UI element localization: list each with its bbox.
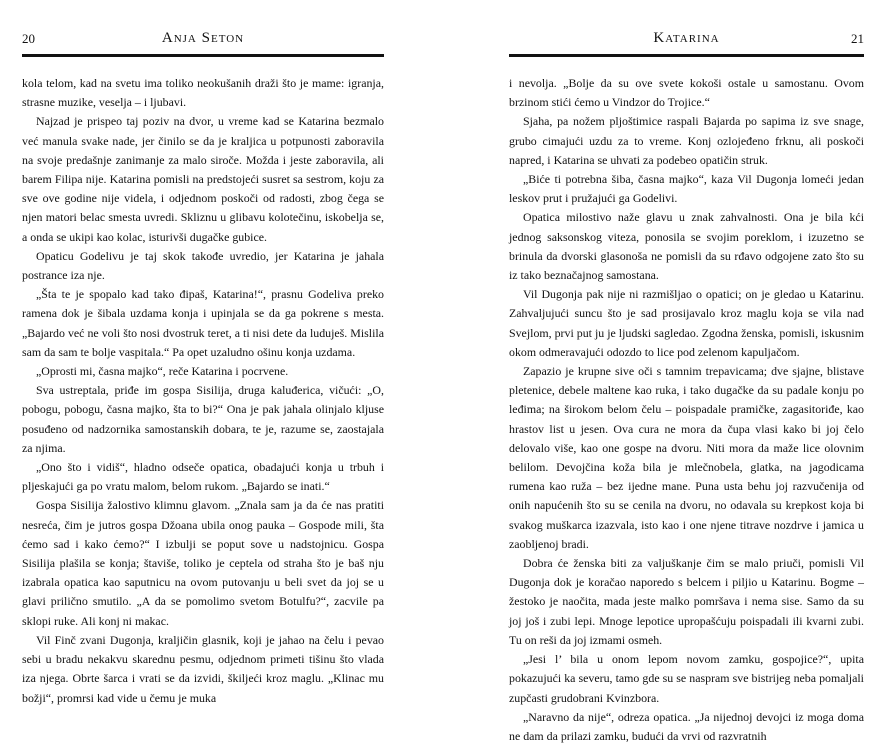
paragraph: Vil Finč zvani Dugonja, kraljičin glasnik, koji je jahao na čelu i pevao sebi u bradu nekakvu skarednu pesmu, odjednom primeti tišinu što vlada iza njega. Obrte šarca i vrati se da izvidi, škiljeći kroz maglu. „Klinac mu božji“, promrsi kad vide u čemu je muka <box>22 632 384 705</box>
paragraph: Gospa Sisilija žalostivo klimnu glavom. „Znala sam ja da će nas pratiti nesreća, čim je jutros gospa Džoana ubila onog pauka – Gospode mili, šta ćemo sad i kako ćemo?“ I izbulji se poput sove u nadstojnicu. Gospa Sisilija plašila se konja; štaviše, toliko je ceptela od straha što je baš nju izabrala opatica kao saputnicu na ovom putovanju u beli svet da joj se u glavi prilično smutilo. „A da se pomolimo svetom Botulfu?“, zacvile pa sklopi ruke. Ali konj ni makac. <box>22 498 384 628</box>
paragraph: Opaticu Godelivu je taj skok takođe uvredio, jer Katarina je jahala postrance iza nje. <box>22 248 384 283</box>
left-page-body <box>22 74 384 708</box>
paragraph: „Naravno da nije“, odreza opatica. „Ja nijednoj devojci iz moga doma ne dam da prilazi zamku, budući da vrvi od razvratnih <box>509 709 864 743</box>
running-head-author: Anja Seton <box>161 30 245 46</box>
page-number: 21 <box>851 31 864 46</box>
paragraph: Zapazio je krupne sive oči s tamnim trepavicama; dve sjajne, blistave pletenice, debele maltene kao ruka, i tako dugačke da su padale konju po leđima; na širokom belom čelu – poispadale pramičke, zagasitoriđe, kao hrastov list u jesen. Ova cura ne mora da čupa vlasi kako bi joj čelo delovalo više, kao one gospe na dvoru. Niti mora da maže lice olovnim belilom. Devojčina koža bila je mlečnobela, glatka, na jagodicama rumena kao ruža – bez ijedne mane. Puna usta behu joj razvučenija od onih napućenih što su se cenila na dvoru, no odavala su krepkost koja bi svakog muškarca izazvala, isto kao i one njene titrave nozdrve i jamica u zaobljenoj bradi. <box>509 364 864 551</box>
paragraph: Opatica milostivo nažе glavu u znak zahvalnosti. Ona je bila kći jednog saksonskog viteza, ponosila se svojim poreklom, i izuzetno se brinula da dvorski glasonoša ne pomisli da su rđavo odgojene zato što su iz tako beznačajnog samostana. <box>509 210 864 283</box>
paragraph: Dobra će ženska biti za valjuškanje čim se malo priuči, pomisli Vil Dugonja dok je koračao naporedo s belcem i piljio u Katarinu. Bogme – žestoko je naočita, mada jeste malko pomršava i nema sise. Samo da su joj još i zubi lepi. Mnoge lepotice upropašćuju poispadali ili kvarni zubi. Tu on reši da joj izmami osmeh. <box>509 556 864 647</box>
paragraph: Sjaha, pa nožem pljoštimice raspali Bajarda po sapima iz sve snage, grubo cimajući uzdu za to vreme. Konj ozlojeđeno frknu, ali poskoči napred, i Katarina se uhvati za podebeo opatičin struk. <box>509 114 864 167</box>
paragraph: „Šta te je spopalo kad tako đipaš, Katarina!“, prasnu Godeliva preko ramena dok je šibala uzdama konja i upinjala se da ga pokrene s mesta. „Bajardo već ne voli što nosi dvostruk teret, a ti nisi dete da luduješ. Mislila sam da sam te bolje vaspitala.“ Pa opet uzaludno ošinu konja uzdama. <box>22 287 384 359</box>
right-page-body <box>509 74 864 746</box>
paragraph: „Oprosti mi, časna majko“, reče Katarina i pocrvene. <box>36 364 289 379</box>
paragraph: kola telom, kad na svetu ima toliko neokušanih draži što je mame: igranja, strasne muzike, veselja – i ljubavi. <box>22 76 384 110</box>
right-page-header <box>509 28 864 57</box>
paragraph: „Jesi l’ bila u onom lepom novom zamku, gospojice?“, upita pokazujući ka severu, tamo gde su se naspram sve bistrijeg neba pomaljali zupčasti grudobrani Kvinzbora. <box>509 652 864 705</box>
paragraph: i nevolja. „Bolje da su ove svete kokoši ostale u samostanu. Ovom brzinom stići ćemo u Vindzor do Trojice.“ <box>509 76 864 110</box>
paragraph: „Ono što i vidiš“, hladno odseče opatica, obadajući konja u trbuh i pljeskajući ga po vratu malom, belom rukom. „Bajardo se inati.“ <box>22 460 384 494</box>
paragraph: Sva ustreptala, priđe im gospa Sisilija, druga kaluđerica, vičući: „O, pobogu, pobogu, časna majko, šta to bi?“ Ona je pak jahala olinjalo kljuse posuđeno od nadzornika samostanskih dobara, te je, razume se, zaostajala za njima. <box>22 383 384 455</box>
left-page <box>22 0 384 705</box>
running-head-title: Katarina <box>653 30 720 46</box>
left-page-header <box>22 28 384 57</box>
paragraph: Najzad je prispeo taj poziv na dvor, u vreme kad se Katarina bezmalo već manula svake nade, jer činilo se da je kraljica u potpunosti zaboravila na svoje predašnje zanimanje za malo siroče. Možda i jeste zaboravila, ali barem Filipa nije. Katarina pomisli na predstojeći susret sa sestrom, koju za sve ove godine nije videla, i odjednom poskoči od radosti, zbog čega se njen matori belac smesta uvredi. Skliznu u glibavu kolotečinu, iskobelja se, a onda se ukipi kao kolac, isturivši dugačke gubice. <box>22 114 384 244</box>
paragraph: Vil Dugonja pak nije ni razmišljao o opatici; on je gledao u Katarinu. Zahvaljujući suncu što je sad prosijavalo kroz maglu koja se vila nad Svejlom, prvi put ju je ljudski sagledao. Zgodna ženska, pomisli, iskusnim okom odmeravajući odozdo to lice pod zelenom kapuljačom. <box>509 287 864 359</box>
page-number: 20 <box>22 31 35 46</box>
paragraph: „Biće ti potrebna šiba, časna majko“, kaza Vil Dugonja lomeći jedan leskov prut i pružajući ga Godelivi. <box>509 172 864 206</box>
right-page <box>509 0 864 743</box>
